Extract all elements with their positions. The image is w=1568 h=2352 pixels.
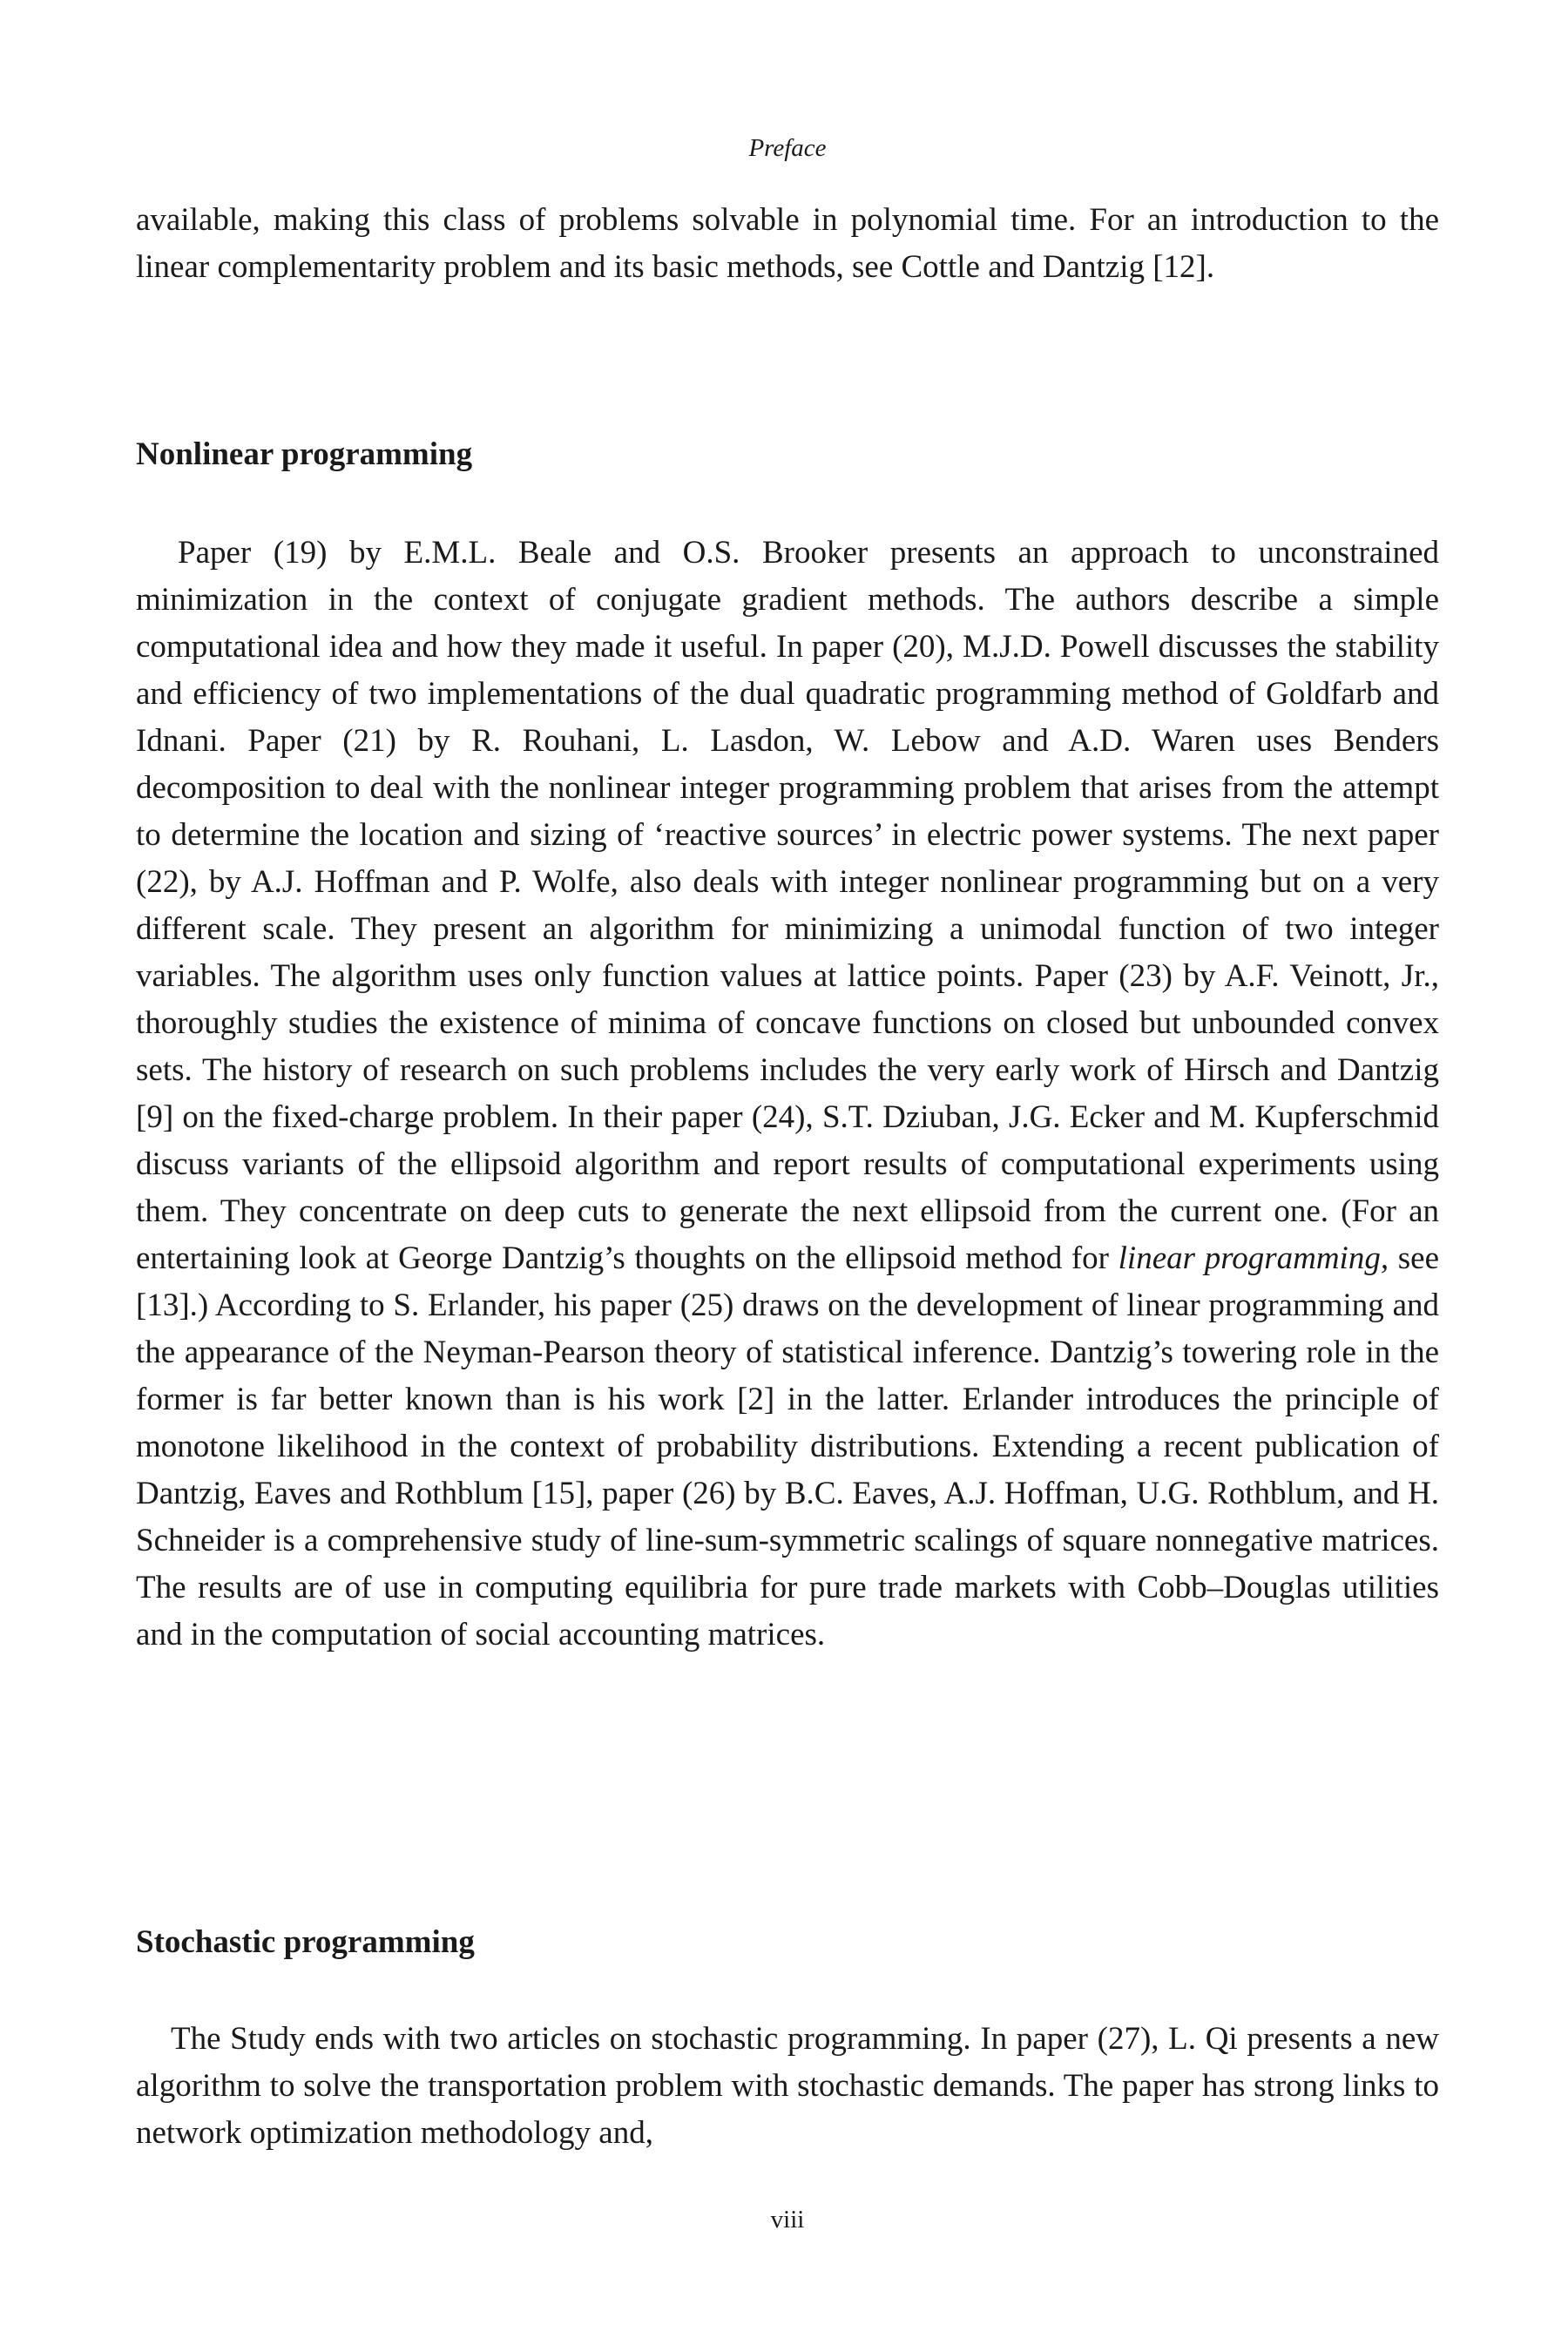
paragraph-text-before-italic: Paper (19) by E.M.L. Beale and O.S. Brooker presents an approach to unconstrained minimization in the context of conjugate gradient methods. The authors describe a simple computational idea and how they made it useful. In paper (20), M.J.D. Powell discusses the stability and efficiency of two implementations of the dual quadratic programming method of Goldfarb and Idnani. Paper (21) by R. Rouhani, L. Lasdon, W. Lebow and A.D. Waren uses Benders decomposition to deal with the nonlinear integer programming problem that arises from the attempt to determine the location and sizing of ‘reactive sources’ in electric power systems. The next paper (22), by A.J. Hoffman and P. Wolfe, also deals with integer nonlinear programming but on a very different scale. They present an algorithm for minimizing a unimodal function of two integer variables. The algorithm uses only function values at lattice points. Paper (23) by A.F. Veinott, Jr., thoroughly studies the existence of minima of concave functions on closed but unbounded convex sets. The history of research on such problems includes the very early work of Hirsch and Dantzig [9] on the fixed-charge problem. In their paper (24), S.T. Dziuban, J.G. Ecker and M. Kupferschmid discuss variants of the ellipsoid algorithm and report results of computational experiments using them. They concentrate on deep cuts to generate the next ellipsoid from the current one. (For an entertaining look at George Dantzig’s thoughts on the ellipsoid method for — [136, 535, 1439, 1276]
section-heading-nonlinear-programming: Nonlinear programming — [136, 436, 473, 472]
intro-paragraph: available, making this class of problems solvable in polynomial time. For an introduction to the linear complementarity problem and its basic methods, see Cottle and Dantzig [12]. — [136, 202, 1439, 285]
stochastic-programming-paragraph: The Study ends with two articles on stochastic programming. In paper (27), L. Qi presents a new algorithm to solve the transportation problem with stochastic demands. The paper has strong links to network optimization methodology and, — [136, 2021, 1439, 2151]
section-heading-stochastic-programming: Stochastic programming — [136, 1924, 475, 1960]
page-number: viii — [770, 2206, 805, 2234]
italic-phrase-linear-programming: linear programming, — [1118, 1240, 1389, 1276]
running-head: Preface — [748, 134, 827, 162]
paragraph-text-after-italic: see [13].) According to S. Erlander, his paper (25) draws on the development of linear programming and the appearance of the Neyman-Pearson theory of statistical inference. Dantzig’s towering role in the former is far better known than is his work [2] in the latter. Erlander introduces the principle of monotone likelihood in the context of probability distributions. Extending a recent publication of Dantzig, Eaves and Rothblum [15], paper (26) by B.C. Eaves, A.J. Hoffman, U.G. Rothblum, and H. Schneider is a comprehensive study of line-sum-symmetric scalings of square nonnegative matrices. The results are of use in computing equilibria for pure trade markets with Cobb–Douglas utilities and in the computation of social accounting matrices. — [136, 1240, 1439, 1652]
nonlinear-programming-paragraph — [136, 530, 1439, 1659]
book-page — [136, 0, 1439, 2352]
